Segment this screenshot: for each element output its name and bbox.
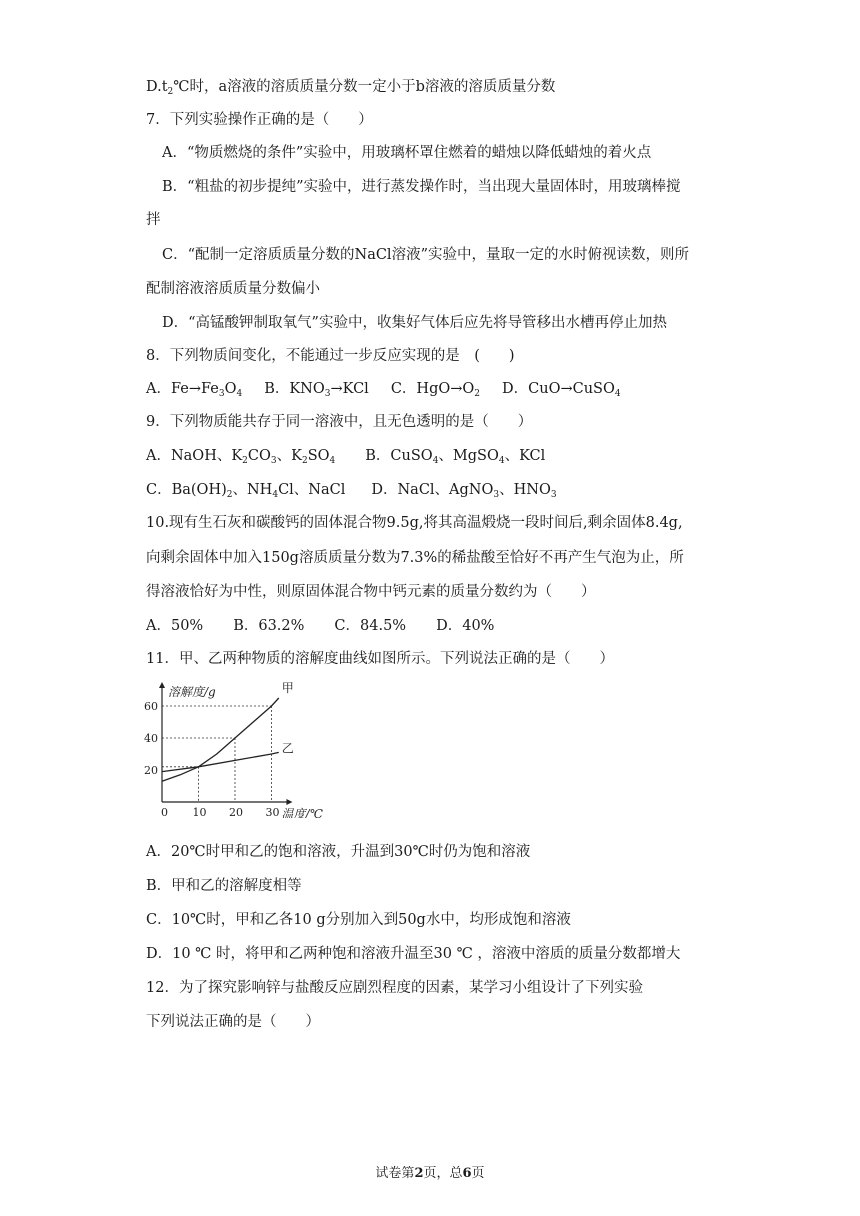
q11-option-c: C．10℃时，甲和乙各10 g分别加入到50g水中，均形成饱和溶液 — [146, 912, 571, 928]
solubility-chart — [138, 678, 338, 818]
q7-option-d: D．“高锰酸钾制取氧气”实验中，收集好气体后应先将导管移出水槽再停止加热 — [162, 315, 667, 331]
q7-option-c-line1: C．“配制一定溶质质量分数的NaCl溶液”实验中，量取一定的水时俯视读数，则所 — [162, 247, 689, 263]
q10-option-d: D．40% — [436, 618, 495, 634]
q10-option-b: B．63.2% — [233, 618, 305, 634]
q10-option-a: A．50% — [146, 618, 204, 634]
page-footer: 试卷第2页，总6页 — [375, 1166, 485, 1181]
q7-stem: 7．下列实验操作正确的是（ ） — [146, 112, 373, 128]
q6-option-d: $D.t_2℃$时，a溶液的溶质质量分数一定小于b溶液的溶质质量分数 — [146, 79, 556, 97]
series-label-0: 甲 — [281, 681, 294, 695]
x-axis-arrow — [286, 799, 292, 805]
current-page: 2 — [414, 1166, 424, 1181]
q9-options-ab: A．NaOH、$K_2CO_3$、$K_2SO_4$ B．CuSO$_4$、MgSO$_4$、KCl — [146, 448, 546, 466]
x-tick-label-30: 30 — [265, 806, 280, 818]
y-axis-label: 溶解度/g — [168, 685, 216, 699]
q7-option-b-line2: 拌 — [146, 212, 161, 228]
series-line-1 — [162, 752, 279, 771]
q10-line2: 向剩余固体中加入150g溶质质量分数为7.3%的稀盐酸至恰好不再产生气泡为止，所 — [146, 550, 684, 566]
total-pages: 6 — [462, 1166, 472, 1181]
x-tick-label-20: 20 — [229, 806, 243, 818]
q12-line1: 12．为了探究影响锌与盐酸反应剧烈程度的因素，某学习小组设计了下列实验 — [146, 980, 643, 996]
q9-stem: 9．下列物质能共存于同一溶液中，且无色透明的是（ ） — [146, 414, 533, 430]
q10-option-c: C．84.5% — [334, 618, 407, 634]
q8-stem: 8．下列物质间变化，不能通过一步反应实现的是 ( ) — [146, 348, 515, 364]
y-tick-label-20: 20 — [144, 764, 158, 777]
q7-option-a: A．“物质燃烧的条件”实验中，用玻璃杯罩住燃着的蜡烛以降低蜡烛的着火点 — [162, 145, 652, 161]
q11-option-d: D．10 ℃ 时，将甲和乙两种饱和溶液升温至30 ℃ ，溶液中溶质的质量分数都增大 — [146, 946, 681, 962]
q9-options-cd: C．$Ba(OH)_2$、$NH_4Cl$、NaCl D．NaCl、AgNO$_3$、$HNO_3$ — [146, 482, 557, 500]
q10-line1: 10.现有生石灰和碳酸钙的固体混合物9.5g,将其高温煅烧一段时间后,剩余固体8.4g, — [146, 515, 683, 531]
y-axis-arrow — [159, 682, 165, 688]
q8-options: A．$Fe\to Fe_3O_4$ B．$KNO_3\to KCl$ C．$HgO\to O_2$ D．CuO→CuSO$_4$ — [146, 381, 621, 399]
q7-option-b-line1: B．“粗盐的初步提纯”实验中，进行蒸发操作时，当出现大量固体时，用玻璃棒搅 — [162, 179, 681, 195]
x-tick-label-0: 0 — [161, 806, 168, 818]
x-tick-label-10: 10 — [192, 806, 207, 818]
q7-option-c-line2: 配制溶液溶质质量分数偏小 — [146, 281, 320, 297]
x-axis-label: 温度/℃ — [281, 807, 323, 818]
y-tick-label-40: 40 — [144, 732, 158, 745]
q11-stem: 11．甲、乙两种物质的溶解度曲线如图所示。下列说法正确的是（ ） — [146, 651, 614, 667]
q10-line3: 得溶液恰好为中性，则原固体混合物中钙元素的质量分数约为（ ） — [146, 584, 596, 600]
q12-line2: 下列说法正确的是（ ） — [146, 1014, 320, 1030]
series-label-1: 乙 — [281, 741, 294, 756]
q10-options — [146, 614, 494, 635]
q11-option-a: A．20℃时甲和乙的饱和溶液，升温到30℃时仍为饱和溶液 — [146, 844, 531, 860]
q11-option-b: B．甲和乙的溶解度相等 — [146, 878, 302, 894]
y-tick-label-60: 60 — [144, 700, 158, 713]
